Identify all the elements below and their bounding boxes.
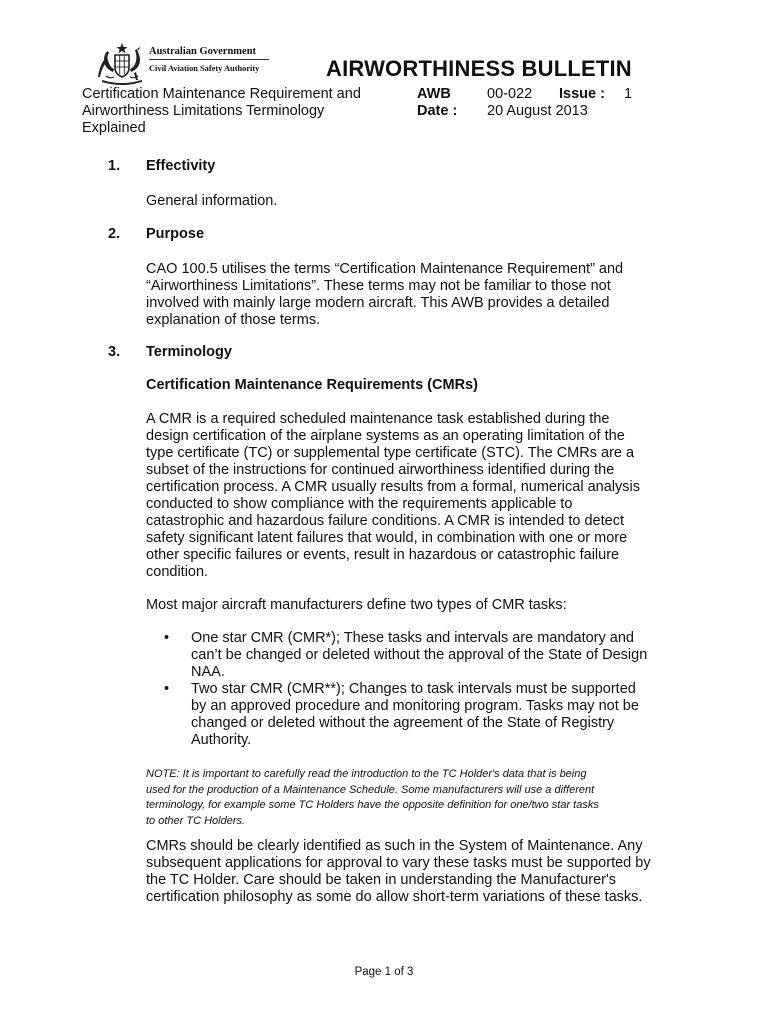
note-text (146, 767, 716, 829)
text-line: type certificate (TC) or supplemental type certificate (STC). The CMRs are a (146, 445, 635, 461)
awb-label: AWB (417, 86, 451, 102)
date-value: 20 August 2013 (487, 103, 588, 119)
text-line: certification process. A CMR usually results from a formal, numerical analysis (146, 479, 640, 495)
page-number: Page 1 of 3 (354, 966, 414, 978)
cmr-definition-text (146, 411, 706, 581)
coat-of-arms-icon (96, 42, 148, 86)
text-line: changed or deleted without the agreement of the State of Registry (191, 715, 615, 731)
cmr-subheading: Certification Maintenance Requirements (CMRs) (146, 377, 478, 393)
bullet-icon: • (164, 681, 170, 697)
text-line: General information. (146, 193, 278, 209)
text-line: to other TC Holders. (146, 814, 246, 827)
text-line: safety significant latent failures that would, in combination with one or more (146, 530, 628, 546)
text-line: One star CMR (CMR*); These tasks and intervals are mandatory and (191, 630, 634, 646)
text-line: terminology, for example some TC Holders have the opposite definition for one/two star tasks (146, 799, 599, 811)
text-line: CMRs should be clearly identified as such in the System of Maintenance. Any (146, 838, 643, 854)
cmr-types-intro (146, 597, 706, 614)
text-line: other specific failures or events, result in hazardous or catastrophic failure (146, 547, 620, 563)
text-line: subset of the instructions for continued airworthiness identified during the (146, 462, 615, 478)
subject-line: Certification Maintenance Requirement and (82, 86, 361, 102)
list-item (146, 681, 706, 749)
text-line: used for the production of a Maintenance Schedule. Some manufacturers will use a different (146, 783, 595, 796)
list-item (146, 630, 706, 681)
text-line: condition. (146, 564, 209, 580)
bulletin-subject (82, 86, 361, 137)
text-line: Two star CMR (CMR**); Changes to task intervals must be supported (191, 681, 636, 697)
text-line: NOTE: It is important to carefully read the introduction to the TC Holder's data that is being (146, 768, 587, 780)
text-line: the TC Holder. Care should be taken in understanding the Manufacturer's (146, 872, 617, 888)
bullet-icon: • (164, 630, 170, 646)
text-line: by an approved procedure and monitoring program. Tasks may not be (191, 698, 639, 714)
section-heading-effectivity: Effectivity (146, 158, 216, 174)
text-line: conducted to show compliance with the requirements applicable to (146, 496, 573, 512)
text-line: NAA. (191, 664, 225, 680)
section-number: 3. (108, 344, 121, 360)
awb-number: 00-022 (487, 86, 533, 102)
text-line: explanation of those terms. (146, 312, 321, 328)
text-line: CAO 100.5 utilises the terms “Certification Maintenance Requirement” and (146, 261, 624, 277)
cmr-closing-text (146, 838, 706, 906)
text-line: catastrophic and hazardous failure conditions. A CMR is intended to detect (146, 513, 624, 529)
issue-value: 1 (624, 86, 633, 102)
subject-line: Explained (82, 120, 146, 136)
cmr-types-list (146, 630, 706, 749)
section-number: 2. (108, 226, 121, 242)
text-line: “Airworthiness Limitations”. These terms may not be familiar to those not (146, 278, 611, 294)
section-heading-terminology: Terminology (146, 344, 232, 360)
text-line: subsequent applications for approval to vary these tasks must be supported by (146, 855, 651, 871)
subject-line: Airworthiness Limitations Terminology (82, 103, 325, 119)
text-line: involved with mainly large modern aircraft. This AWB provides a detailed (146, 295, 610, 311)
text-line: Most major aircraft manufacturers define two types of CMR tasks: (146, 597, 567, 613)
effectivity-text (146, 193, 706, 210)
text-line: can’t be changed or deleted without the approval of the State of Design (191, 647, 648, 663)
government-name: Australian Government (149, 46, 269, 60)
agency-logo (96, 40, 272, 90)
purpose-text (146, 261, 706, 329)
section-heading-purpose: Purpose (146, 226, 205, 242)
issue-label: Issue : (559, 86, 605, 102)
text-line: design certification of the airplane systems as an operating limitation of the (146, 428, 625, 444)
agency-name: Civil Aviation Safety Authority (149, 64, 260, 73)
document-title: AIRWORTHINESS BULLETIN (326, 56, 632, 81)
text-line: certification philosophy as some do allow short-term variations of these tasks. (146, 889, 643, 905)
text-line: A CMR is a required scheduled maintenance task established during the (146, 411, 610, 427)
section-number: 1. (108, 158, 121, 174)
text-line: Authority. (191, 732, 252, 748)
date-label: Date : (417, 103, 458, 119)
